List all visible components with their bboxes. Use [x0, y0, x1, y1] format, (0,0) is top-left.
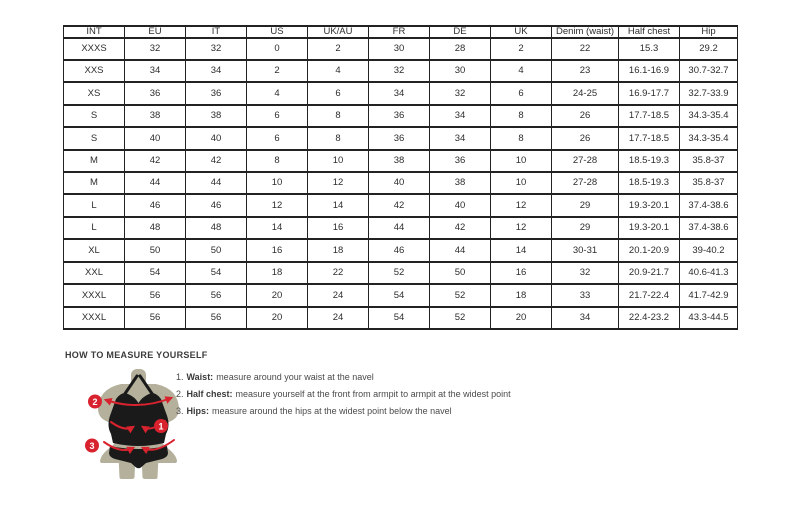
table-cell: 16 [247, 239, 308, 261]
table-cell: 34 [552, 307, 619, 329]
table-cell: 32 [430, 82, 491, 104]
table-row [64, 217, 738, 239]
table-cell: 40 [125, 127, 186, 149]
table-cell: 44 [125, 172, 186, 194]
table-cell: 22 [552, 38, 619, 60]
table-cell: 42 [369, 194, 430, 216]
table-cell: 32.7-33.9 [680, 82, 738, 104]
table-row [64, 38, 738, 60]
table-cell: 32 [186, 38, 247, 60]
table-cell: 22.4-23.2 [619, 307, 680, 329]
table-row [64, 150, 738, 172]
badge-hips [85, 439, 99, 453]
table-cell: 20 [491, 307, 552, 329]
table-cell: 10 [491, 172, 552, 194]
instruction-label: Hips: [186, 406, 210, 416]
table-cell: 10 [308, 150, 369, 172]
table-cell: 17.7-18.5 [619, 127, 680, 149]
table-cell: 35.8-37 [680, 150, 738, 172]
table-cell: 16 [491, 262, 552, 284]
table-cell: 24-25 [552, 82, 619, 104]
table-cell: 6 [308, 82, 369, 104]
table-cell: 15.3 [619, 38, 680, 60]
instruction-text: measure yourself at the front from armpit to armpit at the widest point [235, 389, 511, 399]
table-cell: 18 [491, 284, 552, 306]
table-cell: 56 [125, 284, 186, 306]
table-cell: 38 [430, 172, 491, 194]
table-cell: XL [64, 239, 125, 261]
table-cell: 36 [369, 127, 430, 149]
table-cell: 18.5-19.3 [619, 150, 680, 172]
table-cell: 44 [186, 172, 247, 194]
table-cell: 27-28 [552, 172, 619, 194]
table-cell: 54 [369, 307, 430, 329]
instruction-label: Half chest: [186, 389, 233, 399]
table-cell: 37.4-38.6 [680, 217, 738, 239]
table-cell: 26 [552, 105, 619, 127]
table-cell: 46 [125, 194, 186, 216]
instruction-label: Waist: [186, 372, 214, 382]
table-cell: XXS [64, 60, 125, 82]
table-cell: 34 [369, 82, 430, 104]
table-cell: 29 [552, 194, 619, 216]
table-cell: 54 [186, 262, 247, 284]
table-cell: XXL [64, 262, 125, 284]
table-cell: 52 [430, 284, 491, 306]
table-cell: 19.3-20.1 [619, 217, 680, 239]
table-cell: 14 [308, 194, 369, 216]
instruction-text: measure around the hips at the widest point below the navel [212, 406, 452, 416]
table-cell: 27-28 [552, 150, 619, 172]
measure-instruction [176, 406, 511, 416]
size-table-head [64, 26, 738, 38]
header-row [64, 26, 738, 38]
table-cell: M [64, 150, 125, 172]
table-cell: 34 [430, 105, 491, 127]
table-cell: 30 [430, 60, 491, 82]
column-header: Hip [680, 26, 738, 38]
table-cell: 38 [186, 105, 247, 127]
column-header: Denim (waist) [552, 26, 619, 38]
table-cell: 52 [369, 262, 430, 284]
table-cell: 20 [247, 284, 308, 306]
table-cell: 41.7-42.9 [680, 284, 738, 306]
table-cell: 22 [308, 262, 369, 284]
table-cell: 18 [247, 262, 308, 284]
table-cell: 4 [491, 60, 552, 82]
instruction-number: 3. [176, 406, 184, 416]
table-cell: 34 [125, 60, 186, 82]
table-cell: 48 [186, 217, 247, 239]
table-cell: 40 [430, 194, 491, 216]
table-cell: 40.6-41.3 [680, 262, 738, 284]
table-cell: 28 [430, 38, 491, 60]
table-cell: XS [64, 82, 125, 104]
table-cell: 50 [430, 262, 491, 284]
instruction-text: measure around your waist at the navel [216, 372, 374, 382]
table-cell: 35.8-37 [680, 172, 738, 194]
table-cell: 29.2 [680, 38, 738, 60]
table-cell: 42 [186, 150, 247, 172]
table-cell: 19.3-20.1 [619, 194, 680, 216]
table-row [64, 284, 738, 306]
measure-section-title: HOW TO MEASURE YOURSELF [65, 350, 208, 360]
table-cell: 20 [247, 307, 308, 329]
column-header: IT [186, 26, 247, 38]
table-cell: 36 [125, 82, 186, 104]
table-cell: 18.5-19.3 [619, 172, 680, 194]
table-cell: 20.1-20.9 [619, 239, 680, 261]
table-cell: 20.9-21.7 [619, 262, 680, 284]
table-cell: 24 [308, 307, 369, 329]
table-cell: 40 [186, 127, 247, 149]
column-header: INT [64, 26, 125, 38]
column-header: EU [125, 26, 186, 38]
table-cell: 12 [308, 172, 369, 194]
table-cell: 12 [491, 217, 552, 239]
table-cell: L [64, 217, 125, 239]
table-cell: 34.3-35.4 [680, 127, 738, 149]
table-cell: 12 [491, 194, 552, 216]
table-cell: L [64, 194, 125, 216]
table-cell: XXXL [64, 307, 125, 329]
badge-half-chest [88, 395, 102, 409]
table-row [64, 194, 738, 216]
table-cell: 12 [247, 194, 308, 216]
badge-half-chest-number: 2 [92, 396, 98, 407]
table-row [64, 82, 738, 104]
table-cell: 52 [430, 307, 491, 329]
table-cell: 50 [186, 239, 247, 261]
table-cell: M [64, 172, 125, 194]
table-cell: S [64, 105, 125, 127]
table-cell: 32 [552, 262, 619, 284]
table-cell: 37.4-38.6 [680, 194, 738, 216]
table-cell: 23 [552, 60, 619, 82]
table-cell: 2 [491, 38, 552, 60]
table-cell: 36 [186, 82, 247, 104]
table-cell: 44 [430, 239, 491, 261]
table-cell: 46 [369, 239, 430, 261]
table-cell: 43.3-44.5 [680, 307, 738, 329]
table-cell: XXXL [64, 284, 125, 306]
table-row [64, 60, 738, 82]
measure-instruction [176, 389, 511, 399]
table-cell: 26 [552, 127, 619, 149]
badge-hips-number: 3 [89, 440, 95, 451]
column-header: UK [491, 26, 552, 38]
table-cell: 8 [308, 127, 369, 149]
table-cell: 8 [491, 127, 552, 149]
column-header: DE [430, 26, 491, 38]
table-cell: 16.1-16.9 [619, 60, 680, 82]
table-cell: 36 [430, 150, 491, 172]
table-row [64, 239, 738, 261]
table-cell: 18 [308, 239, 369, 261]
table-row [64, 262, 738, 284]
table-row [64, 127, 738, 149]
table-cell: 24 [308, 284, 369, 306]
table-cell: 6 [247, 127, 308, 149]
table-cell: 40 [369, 172, 430, 194]
table-cell: 14 [491, 239, 552, 261]
table-cell: 34 [186, 60, 247, 82]
table-cell: 56 [186, 284, 247, 306]
table-cell: 21.7-22.4 [619, 284, 680, 306]
table-cell: 10 [491, 150, 552, 172]
column-header: Half chest [619, 26, 680, 38]
table-row [64, 172, 738, 194]
table-cell: 34.3-35.4 [680, 105, 738, 127]
table-cell: 38 [369, 150, 430, 172]
table-cell: 30 [369, 38, 430, 60]
column-header: US [247, 26, 308, 38]
table-cell: 38 [125, 105, 186, 127]
table-cell: 36 [369, 105, 430, 127]
table-cell: 56 [186, 307, 247, 329]
table-cell: 44 [369, 217, 430, 239]
table-cell: 34 [430, 127, 491, 149]
size-table-body [64, 38, 738, 330]
table-cell: XXXS [64, 38, 125, 60]
table-cell: 16 [308, 217, 369, 239]
table-cell: 50 [125, 239, 186, 261]
table-cell: 42 [430, 217, 491, 239]
table-row [64, 105, 738, 127]
badge-waist [154, 419, 168, 433]
table-cell: 10 [247, 172, 308, 194]
table-cell: 56 [125, 307, 186, 329]
table-cell: S [64, 127, 125, 149]
table-cell: 39-40.2 [680, 239, 738, 261]
table-cell: 2 [308, 38, 369, 60]
table-cell: 2 [247, 60, 308, 82]
table-cell: 54 [369, 284, 430, 306]
measure-instructions [176, 372, 511, 423]
column-header: UK/AU [308, 26, 369, 38]
table-cell: 54 [125, 262, 186, 284]
table-cell: 16.9-17.7 [619, 82, 680, 104]
measure-instruction [176, 372, 511, 382]
badge-waist-number: 1 [158, 421, 164, 432]
table-cell: 42 [125, 150, 186, 172]
table-cell: 32 [369, 60, 430, 82]
table-cell: 8 [308, 105, 369, 127]
table-cell: 30-31 [552, 239, 619, 261]
column-header: FR [369, 26, 430, 38]
instruction-number: 1. [176, 372, 184, 382]
table-cell: 14 [247, 217, 308, 239]
table-cell: 8 [247, 150, 308, 172]
instruction-number: 2. [176, 389, 184, 399]
table-cell: 46 [186, 194, 247, 216]
table-cell: 4 [247, 82, 308, 104]
table-cell: 29 [552, 217, 619, 239]
table-row [64, 307, 738, 329]
table-cell: 33 [552, 284, 619, 306]
table-cell: 6 [491, 82, 552, 104]
table-cell: 48 [125, 217, 186, 239]
table-cell: 6 [247, 105, 308, 127]
size-table [63, 25, 738, 330]
table-cell: 30.7-32.7 [680, 60, 738, 82]
table-cell: 8 [491, 105, 552, 127]
table-cell: 17.7-18.5 [619, 105, 680, 127]
table-cell: 4 [308, 60, 369, 82]
table-cell: 0 [247, 38, 308, 60]
table-cell: 32 [125, 38, 186, 60]
